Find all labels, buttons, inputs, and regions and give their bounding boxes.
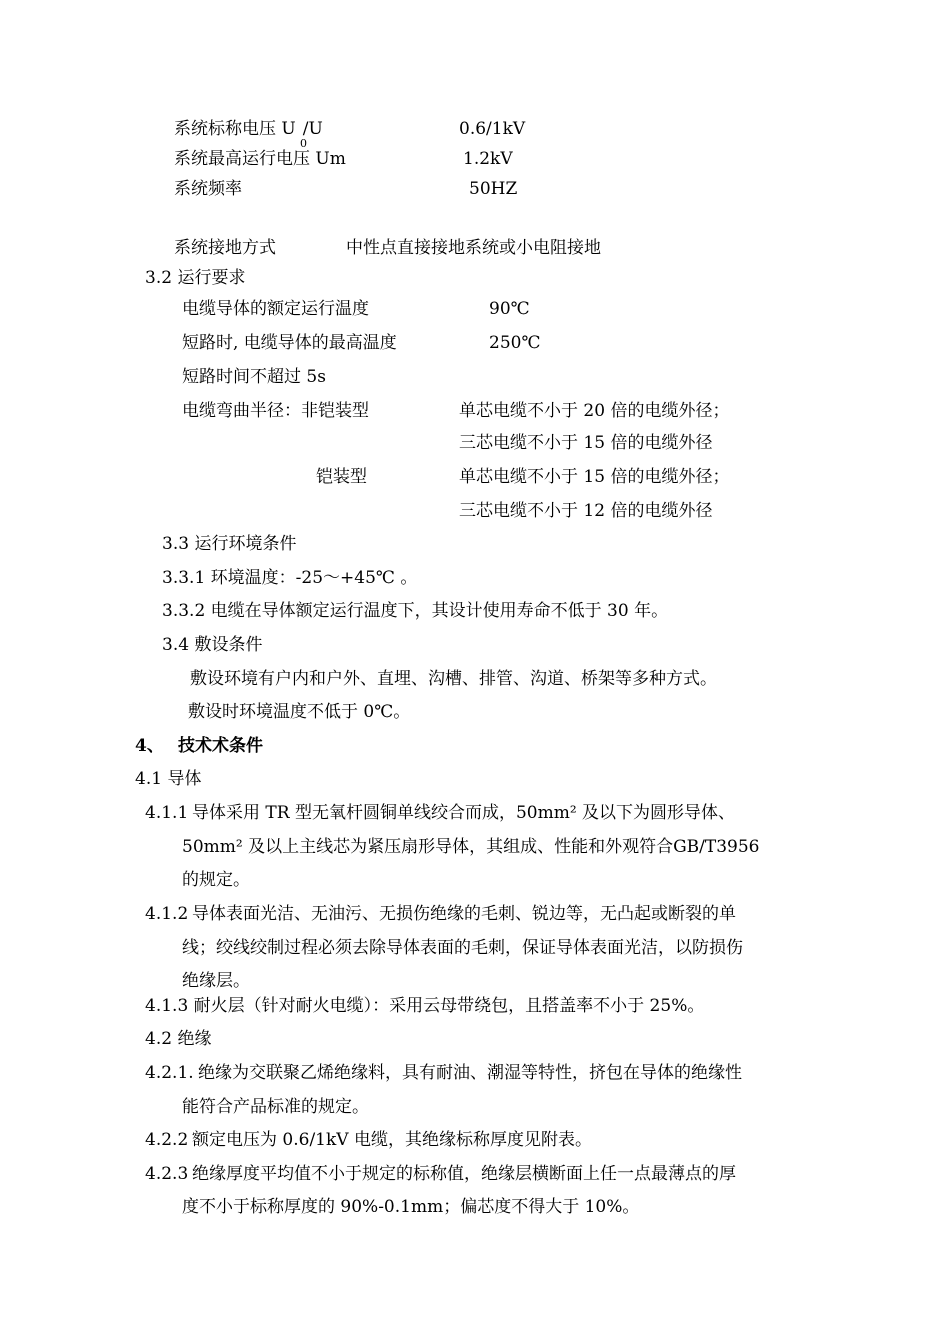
item-4-2-3-number: 4.2.3	[145, 1164, 189, 1184]
grounding-label: 系统接地方式	[174, 238, 276, 258]
item-4-2-1-line2: 能符合产品标准的规定。	[182, 1097, 369, 1117]
frequency-label: 系统频率	[174, 179, 242, 199]
section-3-4-line2: 敷设时环境温度不低于 0℃。	[188, 702, 411, 722]
section-3-3-1: 3.3.1 环境温度：-25～+45℃ 。	[162, 568, 418, 588]
item-4-1-2-line3: 绝缘层。	[182, 971, 250, 991]
nominal-voltage-subscript: 0	[300, 137, 307, 150]
item-4-2-1-number: 4.2.1.	[145, 1063, 194, 1083]
section-4-number: 4、	[135, 736, 164, 756]
short-time-text: 短路时间不超过 5s	[182, 367, 326, 387]
section-3-4-line1: 敷设环境有户内和户外、直埋、沟槽、排管、沟道、桥架等多种方式。	[190, 669, 717, 689]
bend-armored-three: 三芯电缆不小于 12 倍的电缆外径	[459, 501, 713, 521]
item-4-1-3: 4.1.3 耐火层（针对耐火电缆）：采用云母带绕包，且搭盖率不小于 25%。	[145, 996, 705, 1016]
item-4-1-1-line1: 导体采用 TR 型无氧杆圆铜单线绞合而成，50mm² 及以下为圆形导体、	[192, 803, 736, 823]
section-3-3-heading: 3.3 运行环境条件	[162, 534, 297, 554]
frequency-value: 50HZ	[469, 179, 518, 199]
bend-radius-label: 电缆弯曲半径：非铠装型	[182, 401, 369, 421]
section-4-1-heading: 4.1 导体	[135, 769, 202, 789]
section-3-4-heading: 3.4 敷设条件	[162, 635, 263, 655]
item-4-1-2-line1: 导体表面光洁、无油污、无损伤绝缘的毛刺、锐边等，无凸起或断裂的单	[192, 904, 736, 924]
item-4-1-1-line3: 的规定。	[182, 870, 250, 890]
bend-nonarmored-three: 三芯电缆不小于 15 倍的电缆外径	[459, 433, 713, 453]
section-4-heading: 技术术条件	[178, 736, 263, 756]
short-temp-label: 短路时, 电缆导体的最高温度	[182, 333, 397, 353]
item-4-1-1-line2: 50mm² 及以上主线芯为紧压扇形导体，其组成、性能和外观符合GB/T3956	[182, 837, 760, 857]
section-4-2-heading: 4.2 绝缘	[145, 1029, 212, 1049]
nominal-voltage-label: 系统标称电压 U /U	[174, 119, 323, 139]
item-4-2-1-line1: 绝缘为交联聚乙烯绝缘料，具有耐油、潮湿等特性，挤包在导体的绝缘性	[198, 1063, 742, 1083]
section-3-3-2: 3.3.2 电缆在导体额定运行温度下，其设计使用寿命不低于 30 年。	[162, 601, 669, 621]
item-4-1-2-line2: 线；绞线绞制过程必须去除导体表面的毛刺，保证导体表面光洁，以防损伤	[182, 938, 743, 958]
nominal-voltage-value: 0.6/1kV	[459, 119, 526, 139]
bend-nonarmored-single: 单芯电缆不小于 20 倍的电缆外径；	[459, 401, 730, 421]
grounding-value: 中性点直接接地系统或小电阻接地	[346, 238, 601, 258]
rated-temp-label: 电缆导体的额定运行温度	[182, 299, 369, 319]
armored-label: 铠装型	[316, 467, 367, 487]
max-voltage-label: 系统最高运行电压 Um	[174, 149, 346, 169]
item-4-2-3-line1: 绝缘厚度平均值不小于规定的标称值，绝缘层横断面上任一点最薄点的厚	[192, 1164, 736, 1184]
rated-temp-value: 90℃	[489, 299, 530, 319]
short-temp-value: 250℃	[489, 333, 541, 353]
section-3-2-heading: 3.2 运行要求	[145, 268, 246, 288]
item-4-1-1-number: 4.1.1	[145, 803, 189, 823]
item-4-2-2-line1: 额定电压为 0.6/1kV 电缆，其绝缘标称厚度见附表。	[192, 1130, 592, 1150]
bend-armored-single: 单芯电缆不小于 15 倍的电缆外径；	[459, 467, 730, 487]
item-4-1-2-number: 4.1.2	[145, 904, 189, 924]
item-4-2-3-line2: 度不小于标称厚度的 90%-0.1mm；偏芯度不得大于 10%。	[182, 1197, 640, 1217]
item-4-2-2-number: 4.2.2	[145, 1130, 189, 1150]
max-voltage-value: 1.2kV	[463, 149, 513, 169]
